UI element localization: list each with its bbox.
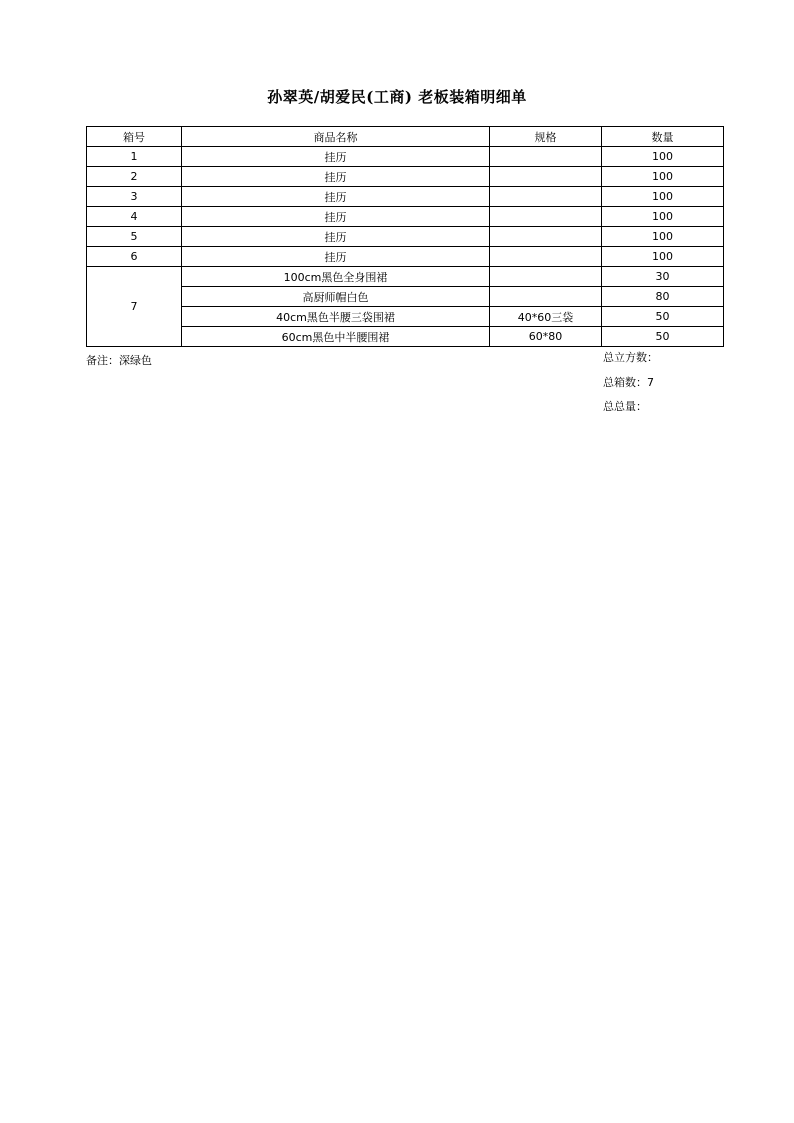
spec-cell bbox=[490, 267, 602, 287]
table-row bbox=[87, 187, 724, 207]
spec-cell bbox=[490, 207, 602, 227]
quantity-cell: 80 bbox=[602, 287, 724, 307]
quantity-cell: 100 bbox=[602, 187, 724, 207]
header-box-number: 箱号 bbox=[87, 127, 182, 147]
product-name-cell: 挂历 bbox=[182, 207, 490, 227]
product-name-cell: 100cm黑色全身围裙 bbox=[182, 267, 490, 287]
table-row bbox=[87, 287, 724, 307]
table-header-row bbox=[87, 127, 724, 147]
quantity-cell: 100 bbox=[602, 167, 724, 187]
box-number-cell: 6 bbox=[87, 247, 182, 267]
table-row bbox=[87, 227, 724, 247]
table-row bbox=[87, 267, 724, 287]
header-quantity: 数量 bbox=[602, 127, 724, 147]
header-spec: 规格 bbox=[490, 127, 602, 147]
spec-cell: 40*60三袋 bbox=[490, 307, 602, 327]
box-number-cell: 2 bbox=[87, 167, 182, 187]
remark-note: 备注：深绿色 bbox=[86, 354, 152, 367]
spec-cell bbox=[490, 287, 602, 307]
spec-cell bbox=[490, 187, 602, 207]
box-number-cell: 1 bbox=[87, 147, 182, 167]
spec-cell: 60*80 bbox=[490, 327, 602, 347]
total-quantity-label: 总总量： bbox=[603, 400, 647, 413]
box-number-cell: 5 bbox=[87, 227, 182, 247]
quantity-cell: 100 bbox=[602, 227, 724, 247]
product-name-cell: 挂历 bbox=[182, 187, 490, 207]
quantity-cell: 100 bbox=[602, 207, 724, 227]
total-boxes-label: 总箱数：7 bbox=[603, 376, 654, 389]
quantity-cell: 50 bbox=[602, 307, 724, 327]
table-row bbox=[87, 327, 724, 347]
box-number-cell: 3 bbox=[87, 187, 182, 207]
quantity-cell: 100 bbox=[602, 247, 724, 267]
packing-list-table bbox=[86, 126, 724, 347]
product-name-cell: 60cm黑色中半腰围裙 bbox=[182, 327, 490, 347]
box-number-cell: 4 bbox=[87, 207, 182, 227]
header-product-name: 商品名称 bbox=[182, 127, 490, 147]
quantity-cell: 100 bbox=[602, 147, 724, 167]
total-volume-label: 总立方数： bbox=[603, 351, 658, 364]
spec-cell bbox=[490, 227, 602, 247]
quantity-cell: 30 bbox=[602, 267, 724, 287]
product-name-cell: 高厨师帽白色 bbox=[182, 287, 490, 307]
product-name-cell: 挂历 bbox=[182, 167, 490, 187]
table-row bbox=[87, 207, 724, 227]
spec-cell bbox=[490, 167, 602, 187]
product-name-cell: 挂历 bbox=[182, 147, 490, 167]
table-row bbox=[87, 247, 724, 267]
product-name-cell: 40cm黑色半腰三袋围裙 bbox=[182, 307, 490, 327]
table-row bbox=[87, 167, 724, 187]
product-name-cell: 挂历 bbox=[182, 247, 490, 267]
table-row bbox=[87, 147, 724, 167]
table-row bbox=[87, 307, 724, 327]
product-name-cell: 挂历 bbox=[182, 227, 490, 247]
spec-cell bbox=[490, 247, 602, 267]
quantity-cell: 50 bbox=[602, 327, 724, 347]
box-number-cell-merged: 7 bbox=[87, 267, 182, 347]
spec-cell bbox=[490, 147, 602, 167]
document-title: 孙翠英/胡爱民(工商) 老板装箱明细单 bbox=[267, 88, 527, 106]
